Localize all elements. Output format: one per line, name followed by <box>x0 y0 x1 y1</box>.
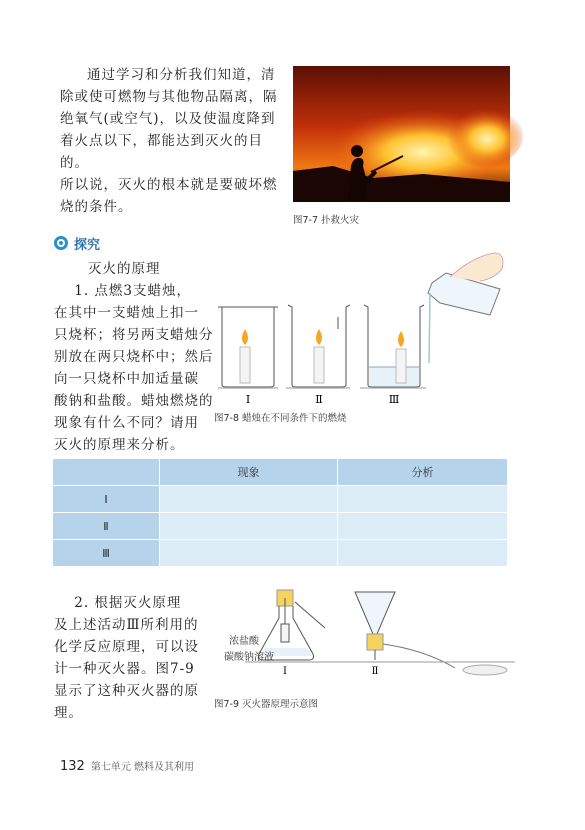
activity1-line: 只烧杯；将另两支蜡烛分 <box>54 327 214 343</box>
fig78-illustration <box>210 245 515 406</box>
fig79-label-1: Ⅰ <box>283 666 287 677</box>
fig79-caption: 图7-9 灭火器原理示意图 <box>214 699 319 710</box>
pouring-beaker <box>428 253 503 363</box>
fire-photo <box>293 66 510 202</box>
intro-line: 烧的条件。 <box>60 199 133 215</box>
table-cell <box>338 513 508 540</box>
fig79-illustration <box>215 588 535 688</box>
fig79-label-acid: 浓盐酸 <box>229 636 259 647</box>
table-header-phenomenon: 现象 <box>160 459 338 486</box>
activity2-line: 理。 <box>54 705 83 721</box>
activity2-line: 及上述活动Ⅲ所利用的 <box>54 617 199 633</box>
table-cell <box>160 540 338 567</box>
intro-paragraph <box>60 64 280 218</box>
activity2-paragraph <box>54 592 214 724</box>
inverted-flask-setup <box>355 592 507 675</box>
table-cell <box>338 540 508 567</box>
table-cell <box>160 486 338 513</box>
explore-title: 灭火的原理 <box>88 261 161 277</box>
intro-line: 绝氧气(或空气)，以及使温度降到 <box>60 111 276 127</box>
activity2-line: 显示了这种灭火器的原 <box>54 683 199 699</box>
page-footer <box>60 758 194 774</box>
table-row-label: Ⅱ <box>53 513 160 540</box>
fig77-caption: 图7-7 扑救火灾 <box>293 215 360 226</box>
fig78-label-2: Ⅱ <box>315 393 323 406</box>
fig79-label-2: Ⅱ <box>371 666 379 677</box>
activity1-line: 别放在两只烧杯中；然后 <box>54 349 214 365</box>
table-row-label: Ⅰ <box>53 486 160 513</box>
fig79-label-solution: 碳酸钠溶液 <box>224 652 274 663</box>
table-row <box>53 486 508 513</box>
candle-1 <box>240 329 250 383</box>
intro-line: 着火点以下，都能达到灭火的目的。 <box>60 133 263 171</box>
intro-line: 所以说，灭火的根本就是要破坏燃 <box>60 177 278 193</box>
activity2-line: 计一种灭火器。图7-9 <box>54 661 195 677</box>
explore-label: 探究 <box>74 238 101 253</box>
observation-table <box>52 458 508 567</box>
activity1-line: 向一只烧杯中加适量碳 <box>54 371 199 387</box>
table-row <box>53 513 508 540</box>
table-cell <box>338 486 508 513</box>
observation-table-wrap <box>52 458 508 567</box>
candle-setup-3 <box>360 305 426 389</box>
activity1-line: 酸钠和盐酸。蜡烛燃烧的 <box>54 393 214 409</box>
table-cell <box>160 513 338 540</box>
candle-2 <box>314 329 324 383</box>
explore-icon <box>54 236 68 250</box>
fig78-label-3: Ⅲ <box>388 393 400 406</box>
fig78-label-1: Ⅰ <box>245 393 251 406</box>
activity1-line: 在其中一支蜡烛上扣一 <box>54 305 199 321</box>
unit-title: 第七单元 燃料及其利用 <box>90 762 195 773</box>
activity1-line: 1. 点燃3支蜡烛， <box>74 283 192 299</box>
table-header-analysis: 分析 <box>338 459 508 486</box>
intro-line: 通过学习和分析我们知道，清 <box>87 67 276 83</box>
activity1-paragraph <box>54 280 214 456</box>
page-number: 132 <box>60 759 85 774</box>
candle-3 <box>396 331 406 383</box>
table-row <box>53 540 508 567</box>
activity2-line: 2. 根据灭火原理 <box>74 595 182 611</box>
table-header-blank <box>53 459 160 486</box>
activity2-line: 化学反应原理，可以设 <box>54 639 199 655</box>
fig78-caption: 图7-8 蜡烛在不同条件下的燃烧 <box>214 413 347 424</box>
table-row-label: Ⅲ <box>53 540 160 567</box>
activity1-line: 灭火的原理来分析。 <box>54 437 185 453</box>
activity1-line: 现象有什么不同？请用 <box>54 415 199 431</box>
intro-line: 除或使可燃物与其他物品隔离，隔 <box>60 89 278 105</box>
